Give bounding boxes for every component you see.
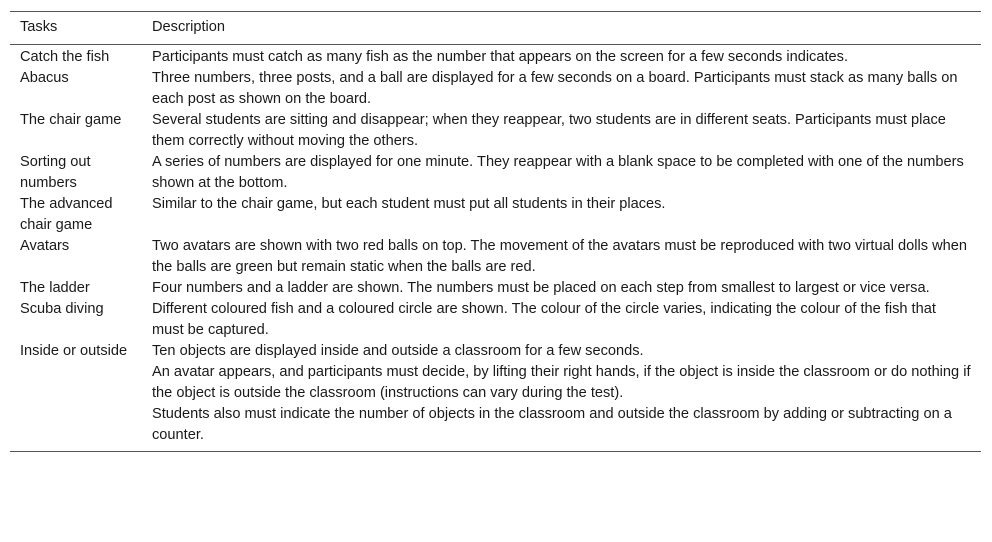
header-tasks: Tasks <box>10 12 142 45</box>
task-cell: The ladder <box>20 280 90 296</box>
description-text: Three numbers, three posts, and a ball are displayed for a few seconds on a board. Participants must stack as many balls on each post as shown on the board. <box>152 70 958 107</box>
header-row <box>10 12 981 45</box>
table-row <box>10 278 981 299</box>
description-cell <box>142 341 981 452</box>
task-cell: The chair game <box>20 112 122 128</box>
tasks-table-container <box>10 11 981 452</box>
task-cell: Avatars <box>20 238 70 254</box>
table-row <box>10 152 981 194</box>
task-cell: Inside or outside <box>10 341 142 452</box>
description-cell <box>142 152 981 194</box>
table-row <box>10 299 981 341</box>
description-cell <box>142 68 981 110</box>
task-cell: Sorting out numbers <box>20 154 91 191</box>
description-text: A series of numbers are displayed for one minute. They reappear with a blank space to be completed with one of the numbers shown at the bottom. <box>152 154 964 191</box>
description-text: An avatar appears, and participants must decide, by lifting their right hands, if the object is inside the classroom or do nothing if the object is outside the classroom (instructions can vary during the test). <box>152 364 971 401</box>
description-cell <box>142 236 981 278</box>
table-body <box>10 45 981 452</box>
header-description: Description <box>142 12 981 45</box>
table-header <box>10 12 981 45</box>
description-text: Four numbers and a ladder are shown. The numbers must be placed on each step from smallest to largest or vice versa. <box>152 280 930 296</box>
description-text: Students also must indicate the number of objects in the classroom and outside the classroom by adding or subtracting on a counter. <box>152 406 952 443</box>
table-row <box>10 45 981 69</box>
table-row <box>10 110 981 152</box>
description-text: Several students are sitting and disappear; when they reappear, two students are in different seats. Participants must place them correctly without moving the others. <box>152 112 946 149</box>
description-text: Different coloured fish and a coloured circle are shown. The colour of the circle varies, indicating the colour of the fish that must be captured. <box>152 301 936 338</box>
description-cell <box>142 194 981 236</box>
table-row <box>10 194 981 236</box>
description-cell <box>142 278 981 299</box>
task-cell: The advanced chair game <box>20 196 113 233</box>
description-cell <box>142 45 981 69</box>
description-text: Ten objects are displayed inside and outside a classroom for a few seconds. <box>152 343 644 359</box>
table-row <box>10 341 981 452</box>
description-text: Two avatars are shown with two red balls on top. The movement of the avatars must be reproduced with two virtual dolls when the balls are green but remain static when the balls are red. <box>152 238 967 275</box>
description-cell <box>142 110 981 152</box>
table-row <box>10 68 981 110</box>
description-text: Participants must catch as many fish as the number that appears on the screen for a few seconds indicates. <box>152 49 848 65</box>
description-cell <box>142 299 981 341</box>
task-cell: Scuba diving <box>20 301 104 317</box>
tasks-table <box>10 11 981 452</box>
task-cell: Catch the fish <box>20 49 110 65</box>
table-row <box>10 236 981 278</box>
task-cell: Abacus <box>20 70 69 86</box>
description-text: Similar to the chair game, but each student must put all students in their places. <box>152 196 666 212</box>
